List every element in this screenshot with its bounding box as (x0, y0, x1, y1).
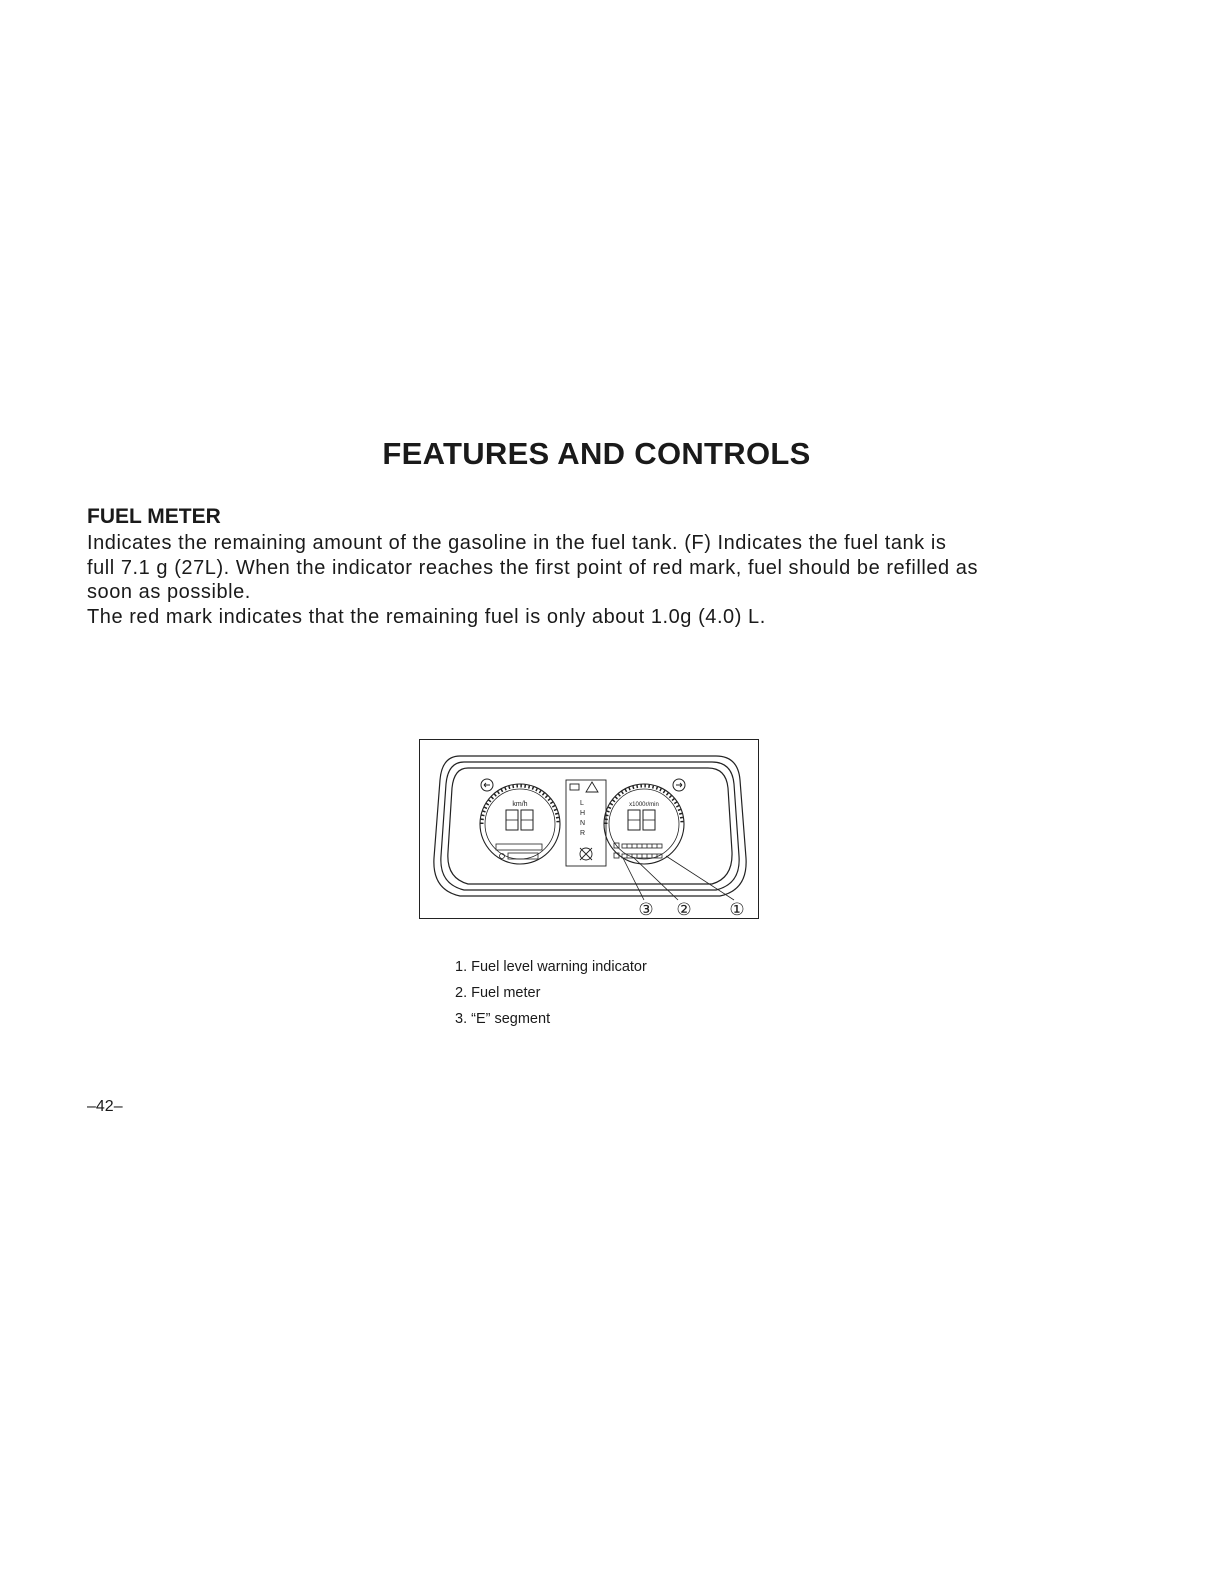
legend-item-2: 2. Fuel meter (455, 985, 541, 1001)
tachometer-gauge (604, 784, 684, 864)
body-line-2: full 7.1 g (27L). When the indicator reaches the first point of red mark, fuel should be refilled as (87, 556, 978, 579)
legend-item-1: 1. Fuel level warning indicator (455, 959, 647, 975)
body-line-1: Indicates the remaining amount of the gasoline in the fuel tank. (F) Indicates the fuel tank is (87, 532, 947, 554)
callout-1: ① (729, 900, 745, 920)
fuel-meter-section (87, 504, 1087, 629)
section-heading: FUEL METER (87, 505, 221, 528)
page-title: FEATURES AND CONTROLS (382, 436, 811, 471)
callout-leader-lines (623, 856, 734, 900)
center-indicator-strip (566, 780, 606, 866)
svg-text:L: L (580, 800, 584, 807)
speedometer-gauge (480, 784, 560, 864)
legend-item-3: 3. “E” segment (455, 1011, 551, 1027)
svg-text:N: N (580, 820, 586, 827)
svg-text:H: H (580, 810, 586, 817)
page-number: –42– (87, 1098, 123, 1115)
body-line-3: soon as possible. (87, 581, 251, 603)
callout-3: ③ (638, 900, 654, 920)
instrument-cluster-figure (419, 739, 759, 919)
body-line-4: The red mark indicates that the remaining fuel is only about 1.0g (4.0) L. (87, 605, 766, 628)
callout-2: ② (676, 900, 692, 920)
figure-legend (455, 954, 647, 1032)
instrument-cluster-illustration (420, 740, 760, 920)
cluster-outer-housing (434, 756, 746, 896)
cluster-inner-housing (441, 762, 739, 890)
svg-text:R: R (580, 830, 586, 837)
svg-text:km/h: km/h (512, 801, 528, 808)
svg-text:x1000r/min: x1000r/min (629, 802, 659, 808)
